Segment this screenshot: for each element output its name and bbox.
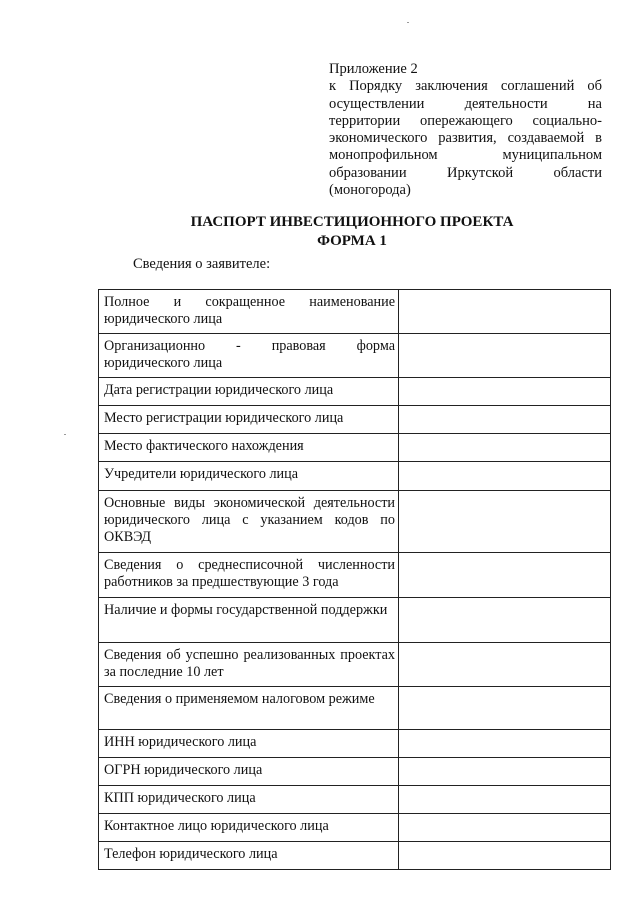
appendix-line: монопрофильном муниципальном [329,147,602,164]
row-label: Полное и сокращенное наименование юридического лица [99,290,399,334]
appendix-line: к Порядку заключения соглашений об [329,78,602,95]
appendix-line: образовании Иркутской области [329,164,602,181]
row-label: Место фактического нахождения [99,434,399,462]
table-row [99,687,611,730]
applicant-section-label: Сведения о заявителе: [133,256,271,272]
row-label: ИНН юридического лица [99,730,399,758]
table-row [99,491,611,553]
table-row [99,786,611,814]
table-row [99,730,611,758]
table-row [99,598,611,643]
table-row [99,434,611,462]
scan-speck [64,434,66,435]
appendix-line: осуществлении деятельности на [329,95,602,112]
table-row [99,758,611,786]
row-value [399,378,611,406]
table-row [99,814,611,842]
row-label: КПП юридического лица [99,786,399,814]
applicant-info-table [98,289,611,870]
scan-speck [407,22,409,23]
table-row [99,290,611,334]
table-row [99,378,611,406]
row-label: Контактное лицо юридического лица [99,814,399,842]
row-value [399,842,611,870]
table-row [99,406,611,434]
appendix-header [329,61,602,199]
row-label: Сведения о среднесписочной численности работников за предшествующие 3 года [99,553,399,598]
table-row [99,334,611,378]
row-value [399,730,611,758]
row-label: Телефон юридического лица [99,842,399,870]
row-value [399,462,611,491]
table-row [99,842,611,870]
row-value [399,434,611,462]
form-number: ФОРМА 1 [317,233,387,249]
table-row [99,643,611,687]
row-value [399,598,611,643]
row-value [399,786,611,814]
row-value [399,290,611,334]
row-label: Учредители юридического лица [99,462,399,491]
table-row [99,462,611,491]
row-value [399,553,611,598]
row-label: Основные виды экономической деятельности юридического лица с указанием кодов по ОКВЭД [99,491,399,553]
appendix-line: экономического развития, создаваемой в [329,130,602,147]
row-value [399,687,611,730]
row-label: Место регистрации юридического лица [99,406,399,434]
row-value [399,814,611,842]
appendix-line: Приложение 2 [329,61,418,77]
row-label: Наличие и формы государственной поддержки [99,598,399,643]
row-value [399,758,611,786]
row-value [399,406,611,434]
row-label: Сведения о применяемом налоговом режиме [99,687,399,730]
document-title: ПАСПОРТ ИНВЕСТИЦИОННОГО ПРОЕКТА [190,214,514,230]
row-value [399,334,611,378]
row-value [399,643,611,687]
row-value [399,491,611,553]
row-label: Сведения об успешно реализованных проектах за последние 10 лет [99,643,399,687]
table-row [99,553,611,598]
appendix-line: (моногорода) [329,182,411,199]
appendix-line: территории опережающего социально- [329,112,602,129]
row-label: ОГРН юридического лица [99,758,399,786]
row-label: Организационно - правовая форма юридического лица [99,334,399,378]
row-label: Дата регистрации юридического лица [99,378,399,406]
